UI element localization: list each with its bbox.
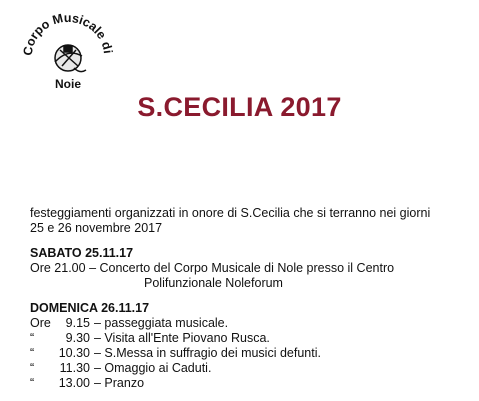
svg-text:Noie: Noie	[54, 77, 82, 91]
schedule-time: 13.00	[58, 376, 90, 390]
band-logo-graphic	[22, 10, 114, 94]
band-logo	[22, 10, 114, 94]
schedule-prefix: “	[30, 331, 35, 345]
page-title: S.CECILIA 2017	[137, 92, 342, 122]
saturday-heading: SABATO 25.11.17	[30, 246, 134, 260]
schedule-time: 9.30	[65, 331, 90, 345]
schedule-time: 11.30	[59, 361, 90, 375]
svg-text:Corpo Musicale di: Corpo Musicale di	[22, 10, 114, 57]
schedule-row	[30, 361, 470, 376]
schedule-prefix: “	[30, 361, 35, 375]
schedule-text: – Pranzo	[94, 376, 145, 390]
sunday-heading: DOMENICA 26.11.17	[30, 301, 150, 315]
schedule-prefix: Ore	[30, 316, 51, 330]
schedule-prefix: “	[30, 346, 35, 360]
schedule-text: – Visita all'Ente Piovano Rusca.	[94, 331, 270, 345]
schedule-text: – passeggiata musicale.	[94, 316, 229, 330]
schedule-row	[30, 316, 470, 331]
schedule-text: – S.Messa in suffragio dei musici defunti.	[94, 346, 321, 360]
saturday-line-2: Polifunzionale Noleforum	[144, 276, 283, 290]
schedule-row	[30, 376, 470, 391]
schedule-row	[30, 331, 470, 346]
brass-instrument-icon	[55, 45, 86, 72]
schedule-time: 9.15	[65, 316, 90, 330]
intro-line-1: festeggiamenti organizzati in onore di S.Cecilia che si terranno nei giorni	[30, 206, 431, 220]
schedule-text: – Omaggio ai Caduti.	[94, 361, 212, 375]
document-body	[30, 206, 470, 391]
schedule-time: 10.30	[58, 346, 90, 360]
schedule-row	[30, 346, 470, 361]
schedule-prefix: “	[30, 376, 35, 390]
saturday-line-1: Ore 21.00 – Concerto del Corpo Musicale di Nole presso il Centro	[30, 261, 395, 275]
intro-line-2: 25 e 26 novembre 2017	[30, 221, 163, 235]
